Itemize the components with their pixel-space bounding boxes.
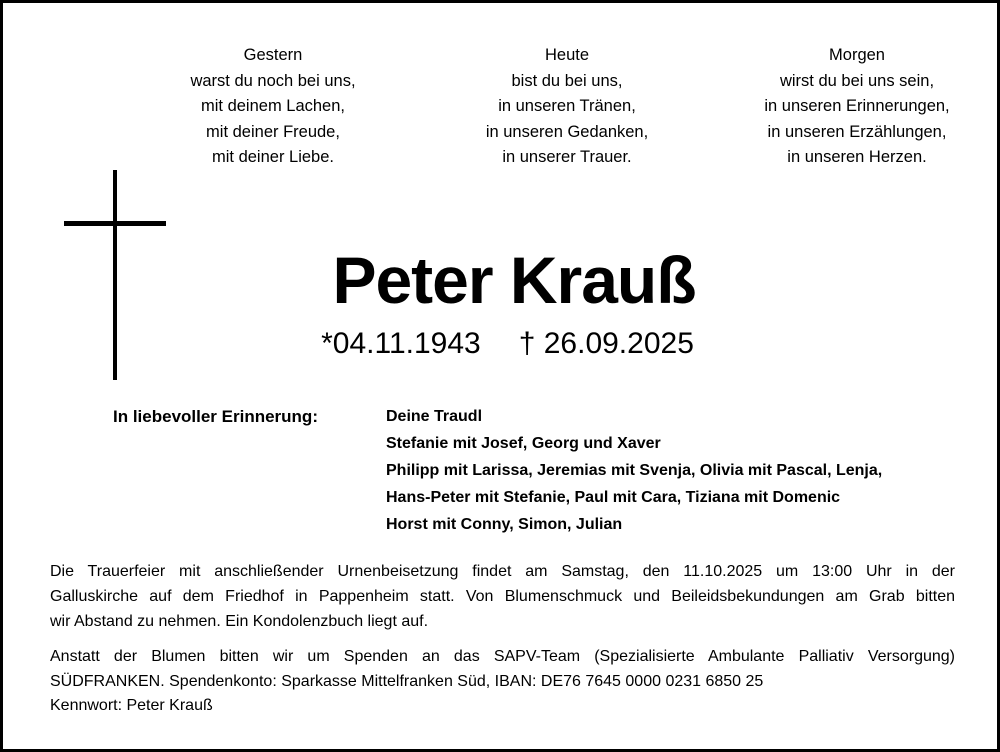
poem-line: wirst du bei uns sein, [779,71,935,90]
poem-line: Morgen [829,46,885,64]
donation-info-paragraph [50,645,955,719]
memorial-label: In liebevoller Erinnerung: [113,407,318,426]
mourner-line: Hans-Peter mit Stefanie, Paul mit Cara, Tiziana mit Domenic [386,489,841,506]
poem-line: bist du bei uns, [511,71,623,90]
death-date: † 26.09.2025 [518,327,694,360]
poem-line: in unseren Herzen. [787,148,927,166]
cross-horizontal-bar [64,221,166,226]
birth-date: *04.11.1943 [321,327,481,360]
mourners-list [386,403,882,538]
mourner-line: Deine Traudl [386,408,483,425]
poem-line: mit deiner Liebe. [211,148,334,166]
poem-gestern [190,43,355,171]
paragraph-line: SÜDFRANKEN. Spendenkonto: Sparkasse Mittelfranken Süd, IBAN: DE76 7645 0000 0231 6850 25 [50,672,764,690]
poem-line: Heute [544,46,590,64]
poem-line: warst du noch bei uns, [190,71,356,90]
poem-line: in unserer Trauer. [502,148,632,166]
poem-line: in unseren Erzählungen, [767,122,947,141]
paragraph-line: Kennwort: Peter Krauß [50,697,213,714]
poem-line: Gestern [243,46,303,64]
poem-line: in unseren Tränen, [498,97,636,115]
poem-line: in unseren Gedanken, [485,122,649,141]
funeral-info-paragraph [50,559,955,634]
paragraph-line: Galluskirche auf dem Friedhof in Pappenheim statt. Von Blumenschmuck und Beileidsbekundungen am Grab bitten [50,588,955,605]
poem-line: mit deinem Lachen, [200,97,345,115]
mourner-line: Stefanie mit Josef, Georg und Xaver [386,435,661,452]
life-dates [18,327,997,361]
poem-morgen [764,43,949,171]
poem-line: in unseren Erinnerungen, [764,97,950,115]
mourner-line: Horst mit Conny, Simon, Julian [386,516,623,533]
paragraph-line: wir Abstand zu nehmen. Ein Kondolenzbuch liegt auf. [50,613,429,630]
poem-heute [486,43,648,171]
paragraph-line: Anstatt der Blumen bitten wir um Spenden an das SAPV-Team (Spezialisierte Ambulante Palliativ Versorgung) [50,648,955,665]
mourner-line: Philipp mit Larissa, Jeremias mit Svenja, Olivia mit Pascal, Lenja, [386,462,883,479]
poem-line: mit deiner Freude, [206,122,340,141]
deceased-name: Peter Krauß [332,243,696,317]
paragraph-line: Die Trauerfeier mit anschließender Urnenbeisetzung findet am Samstag, den 11.10.2025 um 13:00 Uhr in der [50,563,955,580]
